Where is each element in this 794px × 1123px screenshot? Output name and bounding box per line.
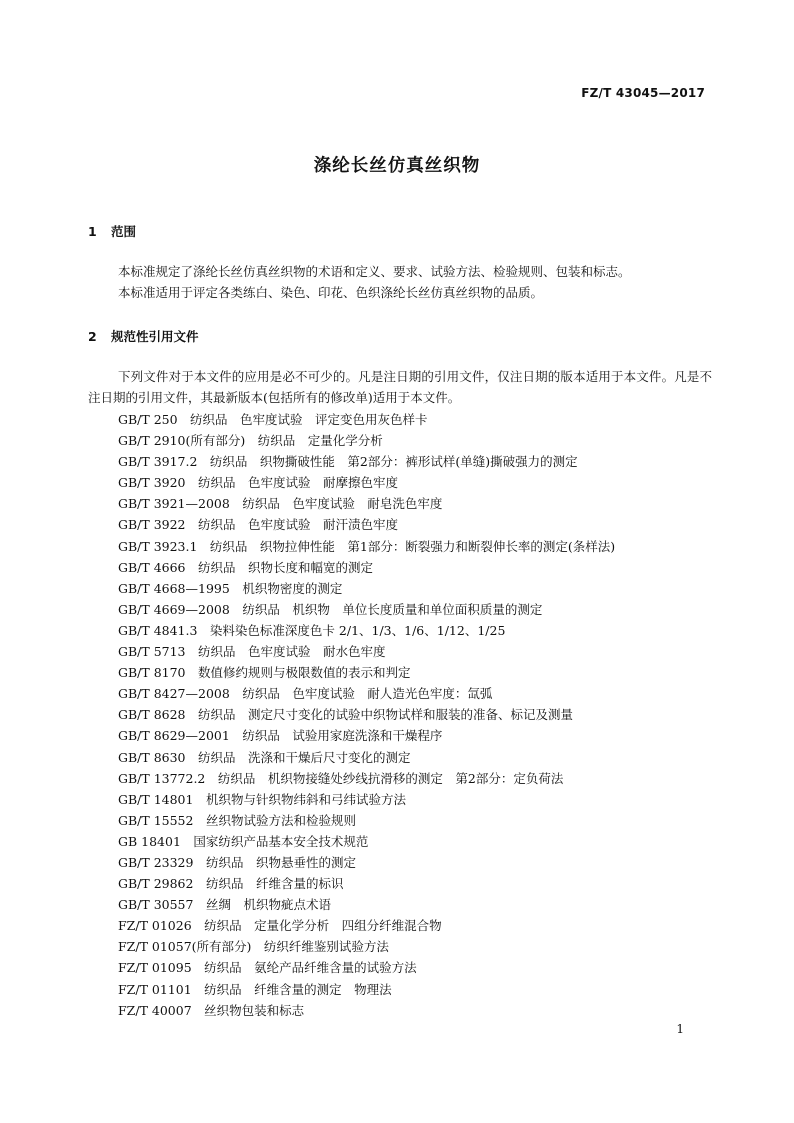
section-number: 2 (88, 329, 97, 344)
scope-paragraph: 本标准规定了涤纶长丝仿真丝织物的术语和定义、要求、试验方法、检验规则、包装和标志。 (118, 264, 631, 279)
reference-item: GB/T 8630 纺织品 洗涤和干燥后尺寸变化的测定 (118, 749, 411, 765)
reference-item: FZ/T 01095 纺织品 氨纶产品纤维含量的试验方法 (118, 960, 417, 976)
reference-item: GB/T 3917.2 纺织品 织物撕破性能 第2部分：裤形试样(单缝)撕破强力的测定 (118, 454, 578, 470)
reference-item: FZ/T 01101 纺织品 纤维含量的测定 物理法 (118, 981, 392, 997)
section-title: 规范性引用文件 (111, 329, 199, 344)
reference-list (118, 409, 615, 1021)
reference-item: GB/T 4841.3 染料染色标准深度色卡 2/1、1/3、1/6、1/12、1/25 (118, 622, 506, 638)
reference-item: GB/T 250 纺织品 色牢度试验 评定变色用灰色样卡 (118, 412, 428, 427)
references-intro-paragraph: 下列文件对于本文件的应用是必不可少的。凡是注日期的引用文件，仅注日期的版本适用于本文件。凡是不注日期的引用文件，其最新版本(包括所有的修改单)适用于本文件。 (88, 369, 712, 405)
reference-item: GB/T 23329 纺织品 织物悬垂性的测定 (118, 854, 356, 870)
reference-item: GB/T 3920 纺织品 色牢度试验 耐摩擦色牢度 (118, 475, 399, 491)
section-number: 1 (88, 224, 97, 239)
reference-item: GB/T 15552 丝织物试验方法和检验规则 (118, 812, 356, 828)
reference-item: FZ/T 40007 丝织物包装和标志 (118, 1002, 305, 1018)
document-title: 涤纶长丝仿真丝织物 (313, 156, 481, 176)
scope-paragraph: 本标准适用于评定各类练白、染色、印花、色织涤纶长丝仿真丝织物的品质。 (118, 285, 544, 300)
standard-number: FZ/T 43045—2017 (581, 86, 705, 100)
reference-item: GB/T 8629—2001 纺织品 试验用家庭洗涤和干燥程序 (118, 728, 443, 744)
reference-item: GB/T 4669—2008 纺织品 机织物 单位长度质量和单位面积质量的测定 (118, 601, 543, 617)
reference-item: GB/T 14801 机织物与针织物纬斜和弓纬试验方法 (118, 791, 406, 807)
reference-item: GB/T 3921—2008 纺织品 色牢度试验 耐皂洗色牢度 (118, 496, 443, 512)
reference-item: GB/T 5713 纺织品 色牢度试验 耐水色牢度 (118, 644, 386, 660)
reference-item: FZ/T 01057(所有部分) 纺织纤维鉴别试验方法 (118, 939, 389, 955)
page-number: 1 (676, 1022, 684, 1036)
section-heading-scope (88, 222, 136, 240)
reference-item: GB/T 8427—2008 纺织品 色牢度试验 耐人造光色牢度：氙弧 (118, 686, 493, 702)
reference-item: GB/T 29862 纺织品 纤维含量的标识 (118, 876, 344, 892)
reference-item: GB/T 3923.1 纺织品 织物拉伸性能 第1部分：断裂强力和断裂伸长率的测定(条样法) (118, 538, 616, 554)
reference-item: GB/T 13772.2 纺织品 机织物接缝处纱线抗滑移的测定 第2部分：定负荷法 (118, 770, 564, 786)
reference-item: GB/T 2910(所有部分) 纺织品 定量化学分析 (118, 433, 383, 449)
reference-item: GB/T 4666 纺织品 织物长度和幅宽的测定 (118, 559, 374, 575)
reference-item: GB/T 3922 纺织品 色牢度试验 耐汗渍色牢度 (118, 517, 399, 533)
section-heading-normative-references (88, 327, 199, 345)
reference-item: GB 18401 国家纺织产品基本安全技术规范 (118, 833, 369, 849)
section-title: 范围 (111, 224, 137, 239)
reference-item: GB/T 4668—1995 机织物密度的测定 (118, 580, 343, 596)
reference-item: FZ/T 01026 纺织品 定量化学分析 四组分纤维混合物 (118, 918, 442, 934)
reference-item: GB/T 30557 丝绸 机织物疵点术语 (118, 897, 331, 913)
reference-item: GB/T 8170 数值修约规则与极限数值的表示和判定 (118, 665, 411, 681)
reference-item: GB/T 8628 纺织品 测定尺寸变化的试验中织物试样和服装的准备、标记及测量 (118, 707, 574, 723)
